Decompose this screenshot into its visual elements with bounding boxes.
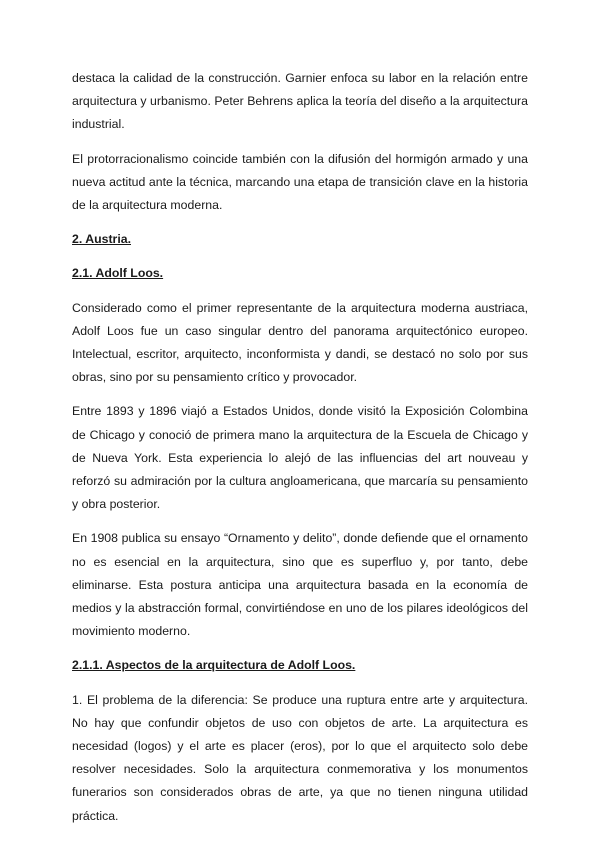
paragraph-loos-travel: Entre 1893 y 1896 viajó a Estados Unidos, donde visitó la Exposición Colombina de Chicago y conoció de primera mano la arquitectura de la Escuela de Chicago y de Nueva York. Esta experiencia lo alejó de las influencias del art nouveau y reforzó su admiración por la cultura angloamericana, que marcaría su pensamiento y obra posterior. (72, 404, 528, 512)
paragraph-loos-intro: Considerado como el primer representante de la arquitectura moderna austriaca, Adolf Loos fue un caso singular dentro del panorama arquitectónico europeo. Intelectual, escritor, arquitecto, inconformista y dandi, se destacó no solo por sus obras, sino por su pensamiento crítico y provocador. (72, 300, 528, 385)
paragraph-protorracionalismo: El protorracionalismo coincide también con la difusión del hormigón armado y una nueva actitud ante la técnica, marcando una etapa de transición clave en la historia de la arquitectura moderna. (72, 151, 528, 213)
heading-adolf-loos: 2.1. Adolf Loos. (72, 266, 164, 281)
heading-austria: 2. Austria. (72, 232, 131, 247)
paragraph-ornamento-delito: En 1908 publica su ensayo “Ornamento y delito”, donde defiende que el ornamento no es esencial en la arquitectura, sino que es superfluo y, por tanto, debe eliminarse. Esta postura anticipa una arquitectura basada en la economía de medios y la abstracción formal, convirtiéndose en uno de los pilares ideológicos del movimiento moderno. (72, 531, 528, 639)
paragraph-problema-diferencia: 1. El problema de la diferencia: Se produce una ruptura entre arte y arquitectura. No hay que confundir objetos de uso con objetos de arte. La arquitectura es necesidad (logos) y el arte es placer (eros), por lo que el arquitecto solo debe resolver necesidades. Solo la arquitectura conmemorativa y los monumentos funerarios son considerados obras de arte, ya que no tienen ninguna utilidad práctica. (72, 692, 528, 823)
paragraph-garnier-behrens: destaca la calidad de la construcción. Garnier enfoca su labor en la relación entre arquitectura y urbanismo. Peter Behrens aplica la teoría del diseño a la arquitectura industrial. (72, 71, 528, 132)
heading-aspectos-loos: 2.1.1. Aspectos de la arquitectura de Adolf Loos. (72, 658, 356, 673)
